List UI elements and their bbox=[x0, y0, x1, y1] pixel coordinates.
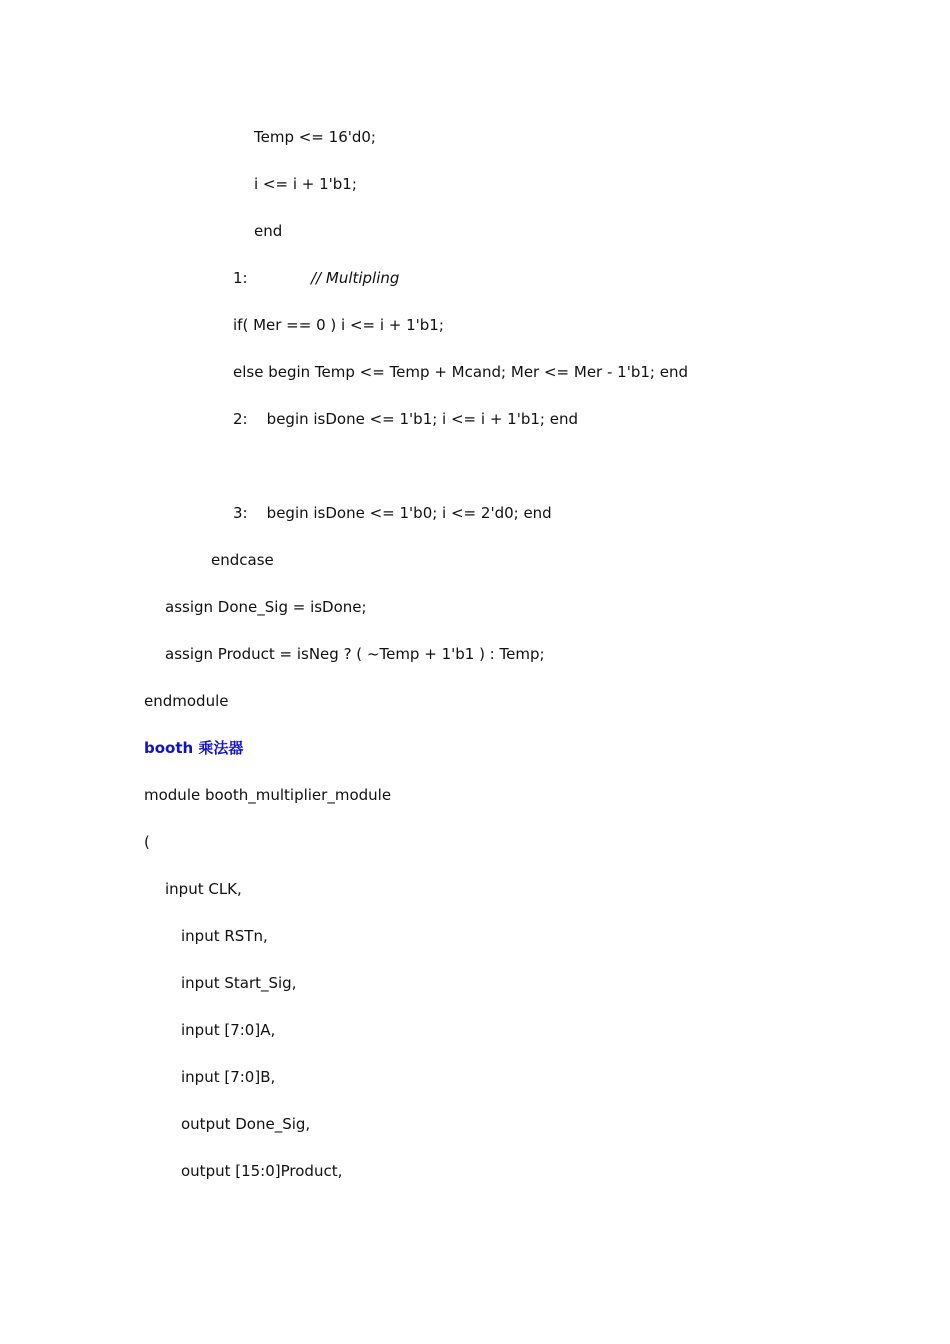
section-heading: booth 乘法器 bbox=[144, 739, 244, 757]
code-line-assign-done: assign Done_Sig = isDone; bbox=[165, 598, 367, 616]
code-line-module-decl: module booth_multiplier_module bbox=[144, 786, 392, 804]
code-line-output-done: output Done_Sig, bbox=[181, 1115, 311, 1133]
code-line-case2: 2: begin isDone <= 1'b1; i <= i + 1'b1; end bbox=[233, 410, 578, 428]
code-line-assign-product: assign Product = isNeg ? ( ~Temp + 1'b1 ) : Temp; bbox=[165, 645, 545, 663]
code-line-end: end bbox=[254, 222, 283, 240]
code-line-output-product: output [15:0]Product, bbox=[181, 1162, 343, 1180]
code-line-input-clk: input CLK, bbox=[165, 880, 242, 898]
code-line-else-begin: else begin Temp <= Temp + Mcand; Mer <= Mer - 1'b1; end bbox=[233, 363, 688, 381]
code-comment-multipling: // Multipling bbox=[311, 269, 400, 287]
code-line-inc-i: i <= i + 1'b1; bbox=[254, 175, 357, 193]
code-line-input-b: input [7:0]B, bbox=[181, 1068, 276, 1086]
code-line-input-a: input [7:0]A, bbox=[181, 1021, 276, 1039]
code-line-case1-label: 1: bbox=[233, 269, 248, 287]
code-line-open-paren: ( bbox=[144, 833, 150, 851]
code-line-temp-reset: Temp <= 16'd0; bbox=[254, 128, 376, 146]
code-line-case3: 3: begin isDone <= 1'b0; i <= 2'd0; end bbox=[233, 504, 552, 522]
code-line-endmodule: endmodule bbox=[144, 692, 229, 710]
code-line-endcase: endcase bbox=[211, 551, 274, 569]
code-line-input-rstn: input RSTn, bbox=[181, 927, 268, 945]
code-line-input-start: input Start_Sig, bbox=[181, 974, 297, 992]
code-line-if-mer: if( Mer == 0 ) i <= i + 1'b1; bbox=[233, 316, 444, 334]
